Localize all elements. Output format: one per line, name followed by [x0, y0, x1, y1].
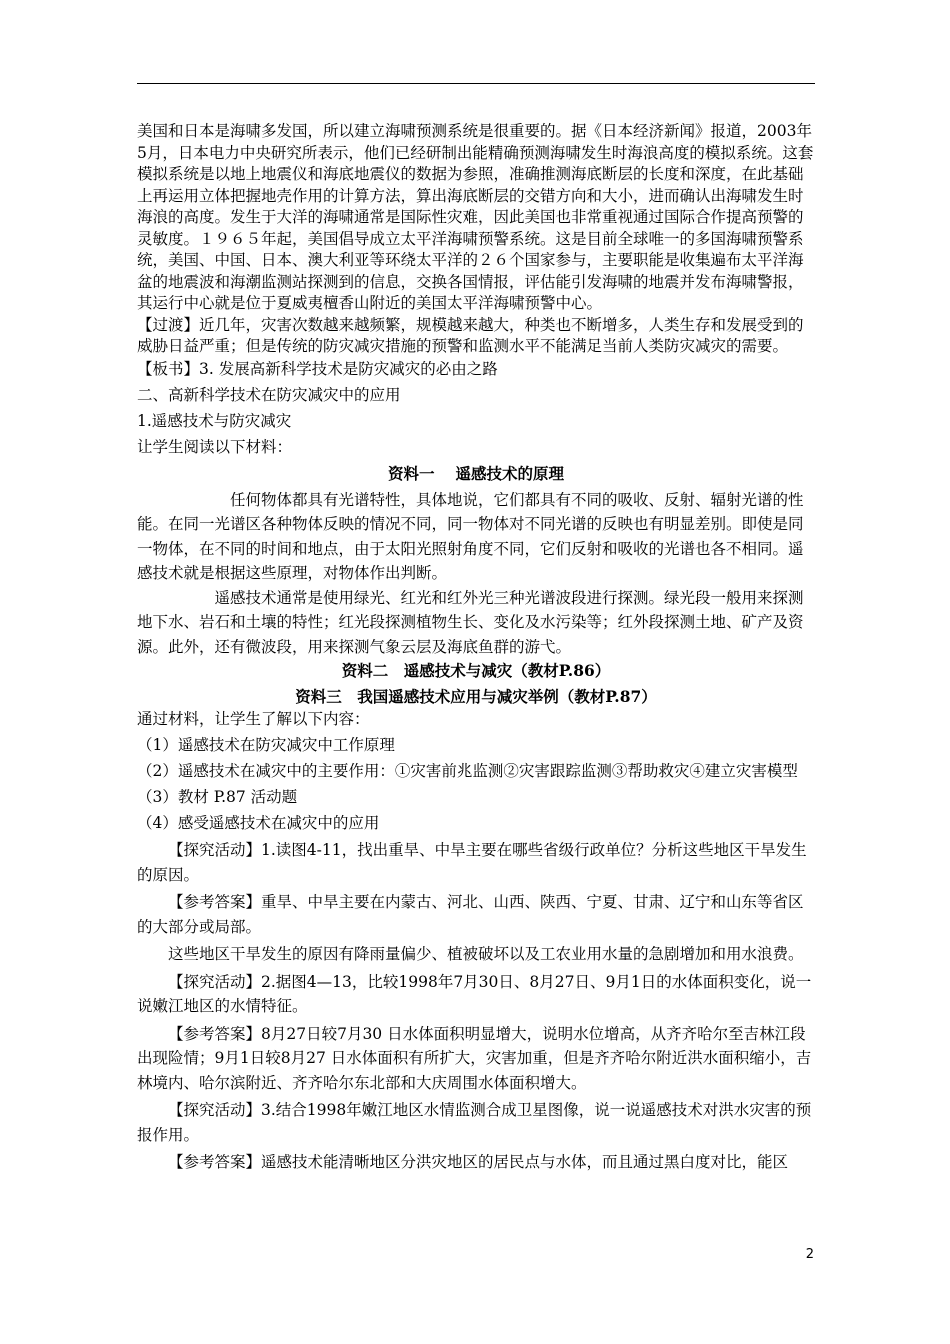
- inquiry-activity-1: 【探究活动】1.读图4-11，找出重旱、中旱主要在哪些省级行政单位？分析这些地区干旱发生的原因。: [137, 841, 807, 884]
- subsection-heading: 1.遥感技术与防灾减灾: [137, 411, 292, 430]
- inquiry-activity-3: 【探究活动】3.结合1998年嫩江地区水情监测合成卫星图像，说一说遥感技术对洪水灾害的预报作用。: [137, 1101, 812, 1144]
- reference-answer-2: 【参考答案】8月27日较7月30 日水体面积明显增大，说明水位增高，从齐齐哈尔至吉林江段出现险情；9月1日较8月27 日水体面积有所扩大，灾害加重，但是齐齐哈尔附近洪水面积缩小，吉林境内、哈尔滨附近、齐齐哈尔东北部和大庆周围水体面积增大。: [137, 1024, 812, 1092]
- material-one-title: 资料一 遥感技术的原理: [388, 463, 564, 483]
- paragraph-spectral-bands: 遥感技术通常是使用绿光、红光和红外光三种光谱波段进行探测。绿光段一般用来探测地下水、岩石和土壤的特性；红光段探测植物生长、变化及水污染等；红外段探测土地、矿产及资源。此外，还有微波段，用来探测气象云层及海底鱼群的游弋。: [137, 588, 804, 656]
- paragraph-learning-intro: 通过材料，让学生了解以下内容：: [137, 710, 370, 728]
- paragraph-transition: 【过渡】近几年，灾害次数越来越频繁，规模越来越大，种类也不断增多，人类生存和发展受到的威胁日益严重；但是传统的防灾减灾措施的预警和监测水平不能满足当前人类防灾减灾的需要。: [137, 315, 804, 355]
- page-number: 2: [805, 1247, 814, 1262]
- reference-answer-3: 【参考答案】遥感技术能清晰地区分洪灾地区的居民点与水体，而且通过黑白度对比，能区: [168, 1153, 789, 1171]
- list-item-4: （4）感受遥感技术在减灾中的应用: [137, 814, 380, 832]
- list-item-3: （3）教材 P.87 活动题: [137, 788, 298, 806]
- inquiry-activity-2: 【探究活动】2.据图4—13，比较1998年7月30日、8月27日、9月1日的水体面积变化，说一说嫩江地区的水情特征。: [137, 972, 812, 1015]
- header-rule: [137, 83, 815, 84]
- material-two-title: 资料二 遥感技术与减灾（教材P.86）: [341, 661, 611, 680]
- reading-instruction: 让学生阅读以下材料：: [137, 437, 293, 456]
- list-item-2: （2）遥感技术在减灾中的主要作用：①灾害前兆监测②灾害跟踪监测③帮助救灾④建立灾害模型: [137, 762, 798, 780]
- section-heading: 二、高新科学技术在防灾减灾中的应用: [137, 385, 401, 404]
- page-content: [137, 121, 815, 1175]
- material-three-title: 资料三 我国遥感技术应用与减灾举例（教材P.87）: [295, 687, 657, 706]
- paragraph-board-note: 【板书】3. 发展高新科学技术是防灾减灾的必由之路: [137, 359, 498, 378]
- paragraph-tsunami-warning: 美国和日本是海啸多发国，所以建立海啸预测系统是很重要的。据《日本经济新闻》报道，2003年5月，日本电力中央研究所表示，他们已经研制出能精确预测海啸发生时海浪高度的模拟系统。这套模拟系统是以地上地震仪和海底地震仪的数据为参照，准确推测海底断层的长度和深度，在此基础上再运用立体把握地壳作用的计算方法，算出海底断层的交错方向和大小，进而确认出海啸发生时海浪的高度。发生于大洋的海啸通常是国际性灾难，因此美国也非常重视通过国际合作提高预警的灵敏度。１９６５年起，美国倡导成立太平洋海啸预警系统。这是目前全球唯一的多国海啸预警系统，美国、中国、日本、澳大利亚等环绕太平洋的２６个国家参与，主要职能是收集遍布太平洋海盆的地震波和海潮监测站探测到的信息，交换各国情报，评估能引发海啸的地震并发布海啸警报，其运行中心就是位于夏威夷檀香山附近的美国太平洋海啸预警中心。: [137, 122, 814, 312]
- drought-causes: 这些地区干旱发生的原因有降雨量偏少、植被破坏以及工农业用水量的急剧增加和用水浪费。: [168, 945, 804, 963]
- list-item-1: （1）遥感技术在防灾减灾中工作原理: [137, 736, 395, 754]
- reference-answer-1: 【参考答案】重旱、中旱主要在内蒙古、河北、山西、陕西、宁夏、甘肃、辽宁和山东等省区的大部分或局部。: [137, 893, 804, 936]
- paragraph-spectral-principle: 任何物体都具有光谱特性，具体地说，它们都具有不同的吸收、反射、辐射光谱的性能。在同一光谱区各种物体反映的情况不同，同一物体对不同光谱的反映也有明显差别。即使是同一物体，在不同的时间和地点，由于太阳光照射角度不同，它们反射和吸收的光谱也各不相同。遥感技术就是根据这些原理，对物体作出判断。: [137, 490, 804, 582]
